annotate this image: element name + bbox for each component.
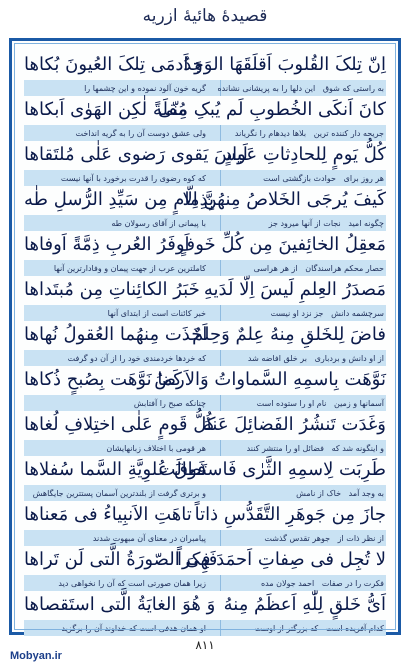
- translation-right-b: این دلها را به پریشانی نشانده: [217, 84, 316, 93]
- site-brand: Mobyan.ir: [10, 650, 62, 662]
- translation-right-a: جریحه دار کننده ترین: [313, 129, 384, 138]
- verse-hemistich-left: لَیسَ یَقوی رَضوی عَلٰی مُلتَقاها: [24, 143, 248, 165]
- verse-hemistich-right: کانَ اَنکَی الخُطوبِ لَم یُبکِ مِنّی: [157, 98, 386, 120]
- translation-left-a: که کوه رضوی را قدرت برخورد با آنها نیست: [60, 174, 206, 183]
- translation-right-b: از هر هراسی: [253, 264, 298, 273]
- translation-left: [26, 622, 206, 635]
- translation-right-a: به راستی که شوق: [322, 84, 384, 93]
- verse-hemistich-right: اَیُّ خَلقٍ لِلّٰهِ اَعظَمُ مِنهُ: [223, 593, 386, 615]
- verse-hemistich-left: کَما نَوَّهَت بِصُبحٍ ذُکاها: [24, 368, 182, 390]
- verse-hemistich-right: جازَ مِن جَوهَرِ التَّقَدُّسِ ذاتاً: [194, 503, 386, 525]
- translation-left-a: ولی عشق دوست آن را به گریه انداخت: [75, 129, 206, 138]
- translation-left-a: و برتری گرفت از بلندترین آسمان پستترین جایگاهش: [32, 489, 206, 498]
- translation-right-b: نجات از آنها میرود جز: [268, 219, 341, 228]
- verse-hemistich-left: کُلُّ قَومٍ عَلٰی اختِلافِ لُغاها: [24, 413, 216, 435]
- verse-row: [24, 319, 386, 367]
- translation-left-a: زیرا همان صورتی است که آن را نخواهی دید: [58, 579, 206, 588]
- translation-right-a: کدام آفریده است: [325, 624, 384, 633]
- verse-hemistich-left: خَبَرُ الکائِناتِ مِن مُبتَداها: [24, 278, 200, 300]
- verse-hemistich-left: اَخَذَت مِنهُما العُقولُ نُهاها: [24, 323, 208, 345]
- verse-hemistich-right: اِنّ تِلکَ القُلوبَ اَقلَقَهَا الوَجدُ: [183, 53, 386, 75]
- verse-hemistich-right: نَوَّهَت بِاسمِهِ السَّماواتُ وَالاَرضُ: [154, 368, 386, 390]
- verse-row: [24, 589, 386, 637]
- translation-left-a: چنانکه صبح را آفتابش: [133, 399, 206, 408]
- translation-right-b: بلاها دیدهام را نگریاند: [234, 129, 307, 138]
- translation-left-a: هر قومی با اختلاف زبانهایشان: [106, 444, 206, 453]
- translation-left-a: که خردها خردمندی خود را از آن دو گرفت: [67, 354, 206, 363]
- verse-row: [24, 364, 386, 412]
- translation-right-b: حوادث بازگشتی است: [263, 174, 336, 183]
- page-number: ۸۱۱: [195, 638, 215, 652]
- verse-hemistich-right: مَصدَرُ العِلمِ لَیسَ اِلّا لَدَیهِ: [203, 278, 386, 300]
- verse-row: [24, 409, 386, 457]
- verse-hemistich-left: فَهِیَ الصّورَةُ الَّتی لَن تَراها: [24, 548, 218, 570]
- translation-left-a: خبر کائنات است از ابتدای آنها: [107, 309, 206, 318]
- translation-right-b: که بزرگتر از اوست: [254, 624, 319, 633]
- translation-left-a: پیامبران در معنای آن مبهوت شدند: [92, 534, 206, 543]
- translation-right-a: سرچشمه دانش: [331, 309, 384, 318]
- verse-hemistich-right: کُلُّ یَومٍ لِلحادِثاتِ عَوادٍ: [224, 143, 386, 165]
- translation-right-b: نام او را ستوده است: [256, 399, 327, 408]
- verse-hemistich-left: فَوقَ عُلوِیَّةِ السَّما سُفلاها: [24, 458, 207, 480]
- verse-hemistich-right: فاضَ لِلخَلقِ مِنهُ عِلمٌ وَحِلمٌ: [192, 323, 386, 345]
- verse-row: [24, 274, 386, 322]
- translation-left-a: گریه خون آلود نموده: [137, 84, 206, 93]
- poem-frame: [9, 38, 401, 635]
- translation-left-b: و این چشمها را: [84, 84, 136, 93]
- translation-right-b: احمد جولان مده: [260, 579, 315, 588]
- verse-hemistich-left: وَ اَدمَی تِلکَ العُیونَ بُکاها: [24, 53, 203, 75]
- translation-right: [204, 622, 384, 635]
- translation-right-a: آسمانها و زمین: [334, 399, 384, 408]
- verse-hemistich-left: وَ هُوَ الغایَةُ الَّتی استَقصاها: [24, 593, 216, 615]
- verse-row: [24, 139, 386, 187]
- translation-right-a: فکرت را در صفات: [321, 579, 384, 588]
- translation-right-a: و اینگونه شد که: [331, 444, 384, 453]
- verse-row: [24, 499, 386, 547]
- page-title: قصیدهٔ هائیهٔ ازریه: [142, 6, 268, 26]
- verse-row: [24, 454, 386, 502]
- verse-row: [24, 184, 386, 232]
- translation-right-b: فضائل او را منتشر کنند: [246, 444, 324, 453]
- translation-right-b: بر خلق افاضه شد: [247, 354, 307, 363]
- verse-row: [24, 94, 386, 142]
- verse-hemistich-left: تاهَتِ الاَنبِیاءُ فی مَعناها: [24, 503, 192, 525]
- translation-left-a: او همان هدفی است که خداوند آن را برگزید: [61, 624, 206, 633]
- translation-right-a: از او دانش و بردباری: [314, 354, 384, 363]
- verse-row: [24, 544, 386, 592]
- verse-hemistich-left: اَوفَرُ العُربِ ذِمَّةً اَوفاها: [24, 233, 190, 255]
- verse-row: [24, 229, 386, 277]
- translation-right-a: چگونه امید: [348, 219, 384, 228]
- verse-row: [24, 49, 386, 97]
- verse-hemistich-left: مُقلَةً لٰکِن الهَوٰی اَبکاها: [24, 98, 188, 120]
- verse-hemistich-right: طَرِبَت لِاسمِهِ الثَّرٰی فَاستَطالَت: [158, 458, 386, 480]
- translation-left-a: کاملترین عرب از جهت پیمان و وفادارترین آنها: [53, 264, 206, 273]
- translation-right-a: حصار محکم هراسندگان: [305, 264, 384, 273]
- translation-right-a: هر روز برای: [343, 174, 384, 183]
- verse-hemistich-right: لا تُجِل فی صِفاتِ اَحمَدَ فِکراً: [176, 548, 386, 570]
- verse-hemistich-left: بِذِمامٍ مِن سَیِّدِ الرُّسلِ طٰه: [24, 188, 215, 210]
- translation-right-a: به وجد آمد: [348, 489, 384, 498]
- translation-right-b: جوهر تقدس گذشت: [264, 534, 331, 543]
- translation-right-b: جز نزد او نیست: [270, 309, 324, 318]
- translation-left-a: با پیمانی از آقای رسولان طه: [111, 219, 206, 228]
- verse-hemistich-right: کَیفَ یُرجَی الخَلاصُ مِنهُنَّ اِلّا: [182, 188, 386, 210]
- translation-right-b: خاک از نامش: [296, 489, 342, 498]
- translation-right-a: از نظر ذات از: [337, 534, 384, 543]
- verse-hemistich-right: وَغَدَت تَنشُرُ الفَضائِلَ عَنهُ: [202, 413, 386, 435]
- verse-hemistich-right: مَعقِلُ الخائِفینَ مِن کُلِّ خَوفٍ: [176, 233, 386, 255]
